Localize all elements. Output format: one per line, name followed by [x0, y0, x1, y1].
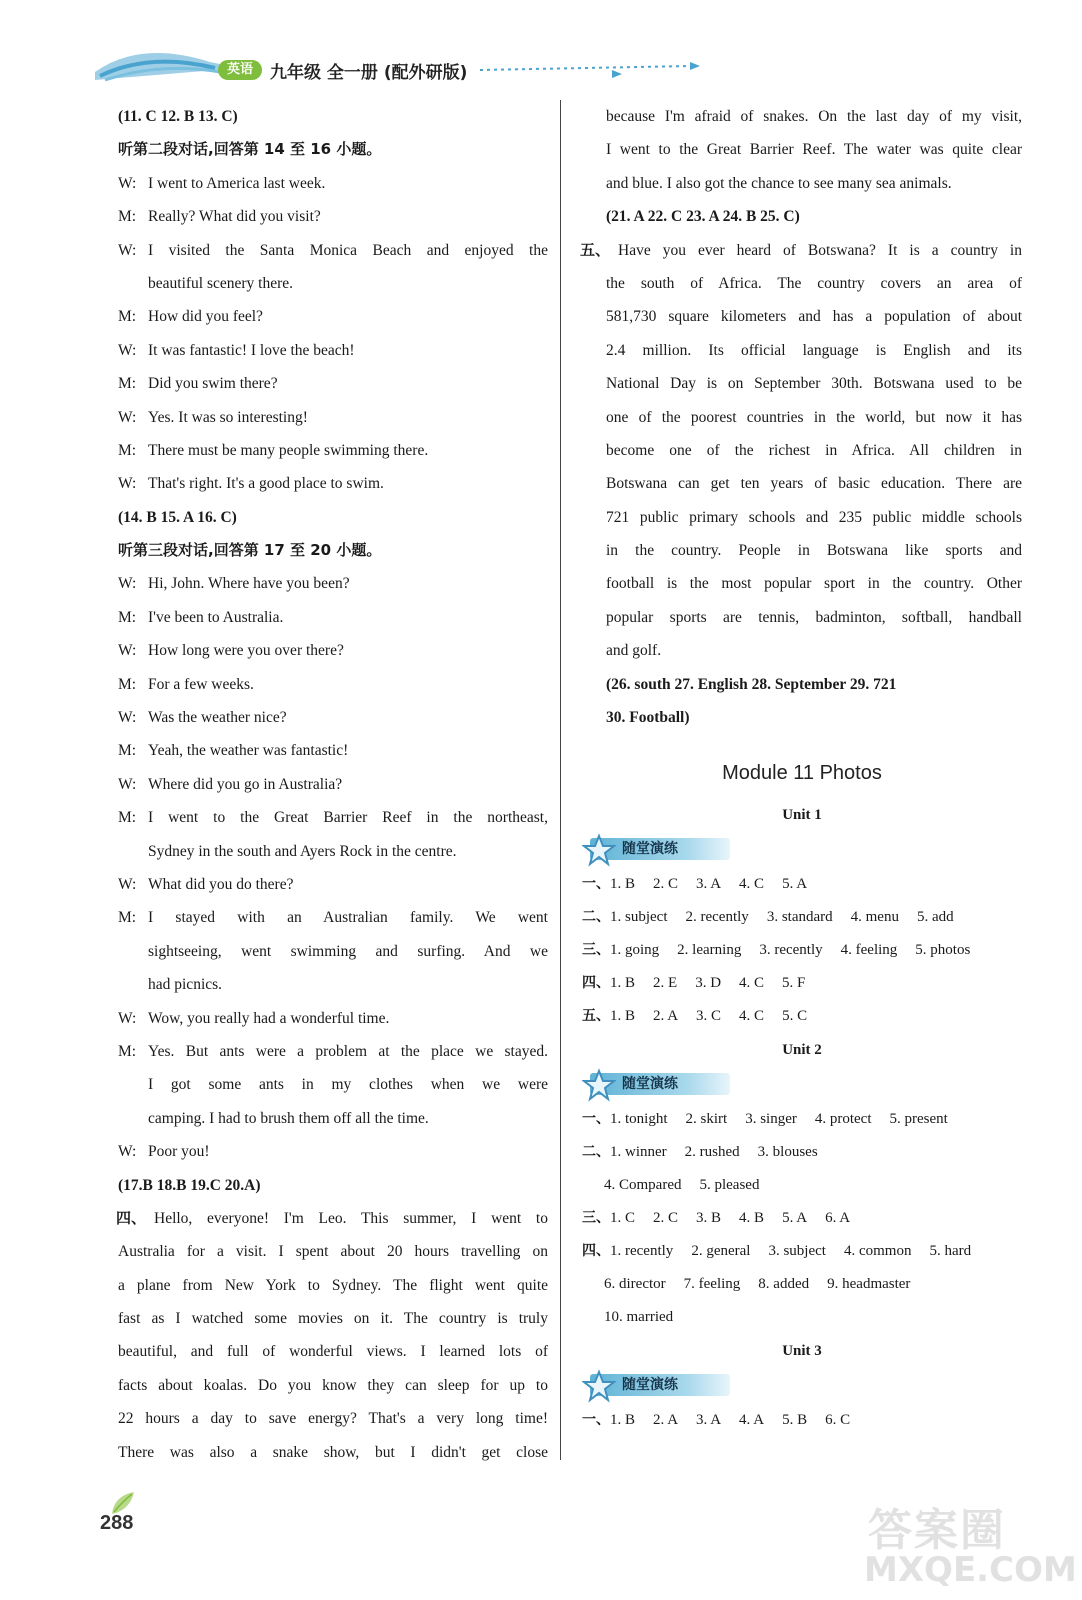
page-number: 288 — [100, 1512, 134, 1534]
passage-line: Australia for a visit. I spent about 20 hours travelling on — [118, 1243, 548, 1261]
speaker-label: M: — [118, 809, 137, 827]
dialog-line — [118, 200, 548, 233]
answer-item: 1. B — [610, 1412, 636, 1429]
answer-row — [582, 868, 1022, 901]
answer-row — [582, 1136, 1022, 1169]
passage-line: 2.4 million. Its official language is English and its — [606, 341, 1022, 359]
answer-item: 1. C — [610, 1210, 636, 1227]
speaker-label: W: — [118, 341, 137, 359]
answer-item: 3. A — [696, 876, 722, 893]
section-marker: 四、 — [116, 1208, 147, 1227]
answer-item: 3. D — [695, 975, 722, 992]
answer-item: 1. subject — [610, 909, 668, 926]
speaker-label: W: — [118, 709, 137, 727]
speaker-label: W: — [118, 241, 137, 259]
answer-item: 5. B — [782, 1412, 808, 1429]
answer-item: 4. C — [739, 975, 765, 992]
answer-units — [582, 798, 1022, 1437]
dialog-line — [118, 701, 548, 734]
answer-item: 1. going — [610, 942, 660, 959]
dialog-line — [118, 567, 548, 600]
column-divider — [560, 100, 561, 1460]
answer-item: 5. pleased — [699, 1177, 760, 1194]
answer-item: 9. headmaster — [827, 1276, 911, 1293]
answer-item: 5. photos — [915, 942, 971, 959]
answer-item: 2. general — [691, 1243, 751, 1260]
answer-item: 2. A — [653, 1008, 679, 1025]
speaker-label: W: — [118, 1009, 137, 1027]
listening-script-continued — [582, 100, 1022, 734]
speaker-label: M: — [118, 308, 137, 326]
answer-item: 3. subject — [768, 1243, 826, 1260]
answer-item: 1. winner — [610, 1144, 667, 1161]
passage-line: because I'm afraid of snakes. On the last day of my visit, — [606, 108, 1022, 125]
answer-section-label: 一、 — [582, 1412, 610, 1429]
dialog-line — [118, 734, 548, 767]
watermark-logo-text: 答案圈 — [868, 1505, 1006, 1556]
answer-item: 5. add — [916, 909, 954, 926]
speaker-label: M: — [118, 1042, 137, 1060]
answer-item: 3. C — [696, 1008, 722, 1025]
star-icon — [582, 833, 616, 867]
star-icon — [582, 1369, 616, 1403]
left-column — [118, 100, 548, 1469]
answer-item: 2. A — [653, 1412, 679, 1429]
dialog-line — [118, 1002, 548, 1035]
answer-section-label: 二、 — [582, 1144, 610, 1161]
answer-section-label: 二、 — [582, 909, 610, 926]
banner-label: 随堂演练 — [622, 1076, 678, 1093]
answer-key: (14. B 15. A 16. C) — [118, 508, 237, 526]
speaker-label: W: — [118, 642, 137, 660]
practice-banner — [582, 1368, 1022, 1404]
answer-row — [582, 967, 1022, 1000]
section-instruction: 听第二段对话,回答第 14 至 16 小题。 — [118, 140, 382, 159]
section-instruction: 听第三段对话,回答第 17 至 20 小题。 — [118, 541, 382, 560]
star-icon — [582, 1068, 616, 1102]
dialog-continuation: I got some ants in my clothes when we were — [148, 1076, 548, 1094]
right-column — [582, 100, 1022, 1437]
unit-title: Unit 2 — [782, 1042, 822, 1059]
dialog-line — [118, 634, 548, 667]
passage-line: National Day is on September 30th. Botswana used to be — [606, 375, 1022, 393]
passage-line: a plane from New York to Sydney. The flight went quite — [118, 1276, 548, 1294]
passage-line: one of the poorest countries in the world, but now it has — [606, 408, 1022, 426]
answer-item: 3. recently — [759, 942, 823, 959]
passage-line: beautiful, and full of wonderful views. I learned lots of — [118, 1343, 548, 1361]
answer-item: 8. added — [758, 1276, 810, 1293]
dialog-text: I went to America last week. — [148, 174, 326, 192]
passage-line: There was also a snake show, but I didn't get close — [118, 1443, 548, 1461]
answer-item: 2. C — [653, 1210, 679, 1227]
module-title: Module 11 Photos — [722, 762, 882, 785]
dialog-text: I stayed with an Australian family. We went — [148, 909, 548, 927]
dialog-line — [118, 1035, 548, 1068]
dialog-continuation: had picnics. — [148, 976, 223, 994]
answer-item: 4. menu — [850, 909, 899, 926]
dialog-line — [118, 901, 548, 934]
dialog-line — [118, 300, 548, 333]
answer-item: 4. Compared — [604, 1177, 682, 1194]
dialog-line — [118, 801, 548, 834]
dialog-text: Wow, you really had a wonderful time. — [148, 1009, 390, 1027]
answer-item: 4. common — [843, 1243, 912, 1260]
dialog-text: How long were you over there? — [148, 642, 344, 660]
speaker-label: W: — [118, 475, 137, 493]
passage-line: Botswana can get ten years of basic education. There are — [606, 475, 1022, 493]
answer-section-label: 五、 — [582, 1008, 610, 1025]
dialog-text: It was fantastic! I love the beach! — [148, 341, 355, 359]
passage-line: popular sports are tennis, badminton, softball, handball — [606, 608, 1022, 626]
speaker-label: M: — [118, 675, 137, 693]
passage-line — [580, 234, 1022, 267]
answer-row — [582, 934, 1022, 967]
unit-title: Unit 3 — [782, 1343, 822, 1360]
dialog-line — [118, 434, 548, 467]
speaker-label: M: — [118, 608, 137, 626]
dialog-continuation: camping. I had to brush them off all the time. — [148, 1109, 429, 1127]
speaker-label: W: — [118, 775, 137, 793]
dialog-text: I visited the Santa Monica Beach and enjoyed the — [148, 241, 548, 259]
banner-label: 随堂演练 — [622, 1377, 678, 1394]
dialog-line — [118, 234, 548, 267]
speaker-label: W: — [118, 1143, 137, 1161]
answer-key: (26. south 27. English 28. September 29. 721 — [606, 675, 897, 693]
answer-section-label: 四、 — [582, 1243, 610, 1260]
dialog-text: I've been to Australia. — [148, 608, 284, 626]
answer-row — [582, 1202, 1022, 1235]
answer-item: 1. tonight — [610, 1111, 668, 1128]
answer-item: 1. B — [610, 975, 636, 992]
answer-section-label: 四、 — [582, 975, 610, 992]
answer-row — [582, 1169, 1022, 1202]
passage-line: 721 public primary schools and 235 public middle schools — [606, 508, 1022, 526]
speaker-label: M: — [118, 208, 137, 226]
dialog-text: There must be many people swimming there. — [148, 441, 429, 459]
dialog-continuation: beautiful scenery there. — [148, 274, 294, 292]
answer-item: 4. A — [739, 1412, 765, 1429]
dialog-text: Poor you! — [148, 1143, 210, 1161]
section-marker: 五、 — [580, 240, 611, 259]
watermark — [860, 1490, 1077, 1600]
answer-item: 4. C — [739, 1008, 765, 1025]
passage-line: and blue. I also got the chance to see many sea animals. — [606, 174, 952, 192]
dialog-text: That's right. It's a good place to swim. — [148, 475, 384, 493]
answer-item: 5. hard — [929, 1243, 972, 1260]
speaker-label: W: — [118, 408, 137, 426]
answer-item: 2. learning — [677, 942, 742, 959]
passage-line: become one of the richest in Africa. All children in — [606, 441, 1022, 459]
answer-key: 30. Football) — [606, 709, 690, 727]
dialog-line — [118, 167, 548, 200]
dialog-line — [118, 467, 548, 500]
passage-line: in the country. People in Botswana like sports and — [606, 542, 1022, 560]
speaker-label: W: — [118, 575, 137, 593]
answer-item: 7. feeling — [683, 1276, 741, 1293]
answer-item: 6. C — [825, 1412, 851, 1429]
dialog-text: How did you feel? — [148, 308, 263, 326]
dialog-line — [118, 334, 548, 367]
dialog-text: I went to the Great Barrier Reef in the northeast, — [148, 809, 548, 827]
subject-badge: 英语 — [218, 60, 262, 80]
answer-item: 3. singer — [745, 1111, 797, 1128]
dialog-line — [118, 768, 548, 801]
dialog-text: For a few weeks. — [148, 675, 254, 693]
book-title: 九年级 全一册 (配外研版) — [270, 63, 468, 83]
passage-line: 22 hours a day to save energy? That's a very long time! — [118, 1410, 548, 1428]
passage-line: 581,730 square kilometers and has a population of about — [606, 308, 1022, 326]
dialog-text: Yes. But ants were a problem at the place we stayed. — [148, 1042, 548, 1060]
dialog-line — [118, 668, 548, 701]
answer-item: 5. C — [782, 1008, 808, 1025]
answer-item: 5. A — [782, 876, 808, 893]
speaker-label: M: — [118, 441, 137, 459]
answer-item: 5. A — [782, 1210, 808, 1227]
speaker-label: M: — [118, 375, 137, 393]
dialog-text: Where did you go in Australia? — [148, 775, 343, 793]
answer-row — [582, 1268, 1022, 1301]
passage-line: and golf. — [606, 642, 662, 660]
answer-item: 2. E — [653, 975, 678, 992]
answer-item: 4. B — [739, 1210, 765, 1227]
watermark-url: MXQE.COM — [864, 1550, 1077, 1590]
dialog-line — [118, 1135, 548, 1168]
passage-line: the south of Africa. The country covers an area of — [606, 274, 1022, 292]
answer-key: (11. C 12. B 13. C) — [118, 108, 238, 125]
speaker-label: M: — [118, 909, 137, 927]
answer-item: 2. skirt — [685, 1111, 728, 1128]
answer-section-label: 三、 — [582, 1210, 610, 1227]
speaker-label: M: — [118, 742, 137, 760]
answer-section-label: 三、 — [582, 942, 610, 959]
passage-line: I went to the Great Barrier Reef. The water was quite clear — [606, 141, 1022, 159]
answer-item: 3. blouses — [757, 1144, 818, 1161]
dialog-line — [118, 367, 548, 400]
answer-item: 1. recently — [610, 1243, 674, 1260]
page-header — [0, 0, 1082, 95]
practice-banner — [582, 1067, 1022, 1103]
dialog-text: What did you do there? — [148, 875, 294, 893]
passage-line — [116, 1202, 548, 1235]
passage-line: fast as I watched some movies on it. The country is truly — [118, 1310, 548, 1328]
passage-text: Hello, everyone! I'm Leo. This summer, I went to — [154, 1209, 548, 1227]
dialog-continuation: Sydney in the south and Ayers Rock in the centre. — [148, 842, 457, 860]
answer-item: 10. married — [604, 1309, 674, 1326]
answer-item: 6. A — [825, 1210, 851, 1227]
answer-item: 2. rushed — [684, 1144, 740, 1161]
answer-item: 3. B — [696, 1210, 722, 1227]
speaker-label: W: — [118, 875, 137, 893]
answer-row — [582, 1103, 1022, 1136]
dialog-text: Really? What did you visit? — [148, 208, 321, 226]
unit-title: Unit 1 — [782, 807, 822, 824]
answer-row — [582, 1000, 1022, 1033]
dialog-line — [118, 401, 548, 434]
answer-row — [582, 1235, 1022, 1268]
speaker-label: W: — [118, 174, 137, 192]
answer-item: 5. F — [782, 975, 806, 992]
answer-item: 4. protect — [814, 1111, 872, 1128]
passage-line: football is the most popular sport in the country. Other — [606, 575, 1022, 593]
answer-item: 2. C — [653, 876, 679, 893]
answer-item: 1. B — [610, 1008, 636, 1025]
dialog-line — [118, 601, 548, 634]
dialog-text: Yes. It was so interesting! — [148, 408, 308, 426]
answer-item: 4. C — [739, 876, 765, 893]
answer-key: (21. A 22. C 23. A 24. B 25. C) — [606, 208, 800, 226]
dialog-text: Yeah, the weather was fantastic! — [148, 742, 349, 760]
answer-item: 3. A — [696, 1412, 722, 1429]
banner-label: 随堂演练 — [622, 841, 678, 858]
answer-row — [582, 901, 1022, 934]
answer-section-label: 一、 — [582, 1111, 610, 1128]
dialog-line — [118, 868, 548, 901]
dialog-text: Hi, John. Where have you been? — [148, 575, 350, 593]
answer-item: 5. present — [889, 1111, 948, 1128]
answer-row — [582, 1301, 1022, 1334]
dialog-text: Did you swim there? — [148, 375, 278, 393]
answer-key: (17.B 18.B 19.C 20.A) — [118, 1176, 261, 1194]
passage-text: Have you ever heard of Botswana? It is a country in — [618, 241, 1022, 259]
dialog-continuation: sightseeing, went swimming and surfing. And we — [148, 942, 548, 960]
answer-item: 3. standard — [766, 909, 833, 926]
answer-item: 2. recently — [685, 909, 749, 926]
practice-banner — [582, 832, 1022, 868]
answer-section-label: 一、 — [582, 876, 610, 893]
answer-item: 4. feeling — [840, 942, 898, 959]
dialog-text: Was the weather nice? — [148, 709, 287, 727]
answer-item: 6. director — [604, 1276, 666, 1293]
passage-line: facts about koalas. Do you know they can sleep for up to — [118, 1376, 548, 1394]
answer-row — [582, 1404, 1022, 1437]
answer-item: 1. B — [610, 876, 636, 893]
